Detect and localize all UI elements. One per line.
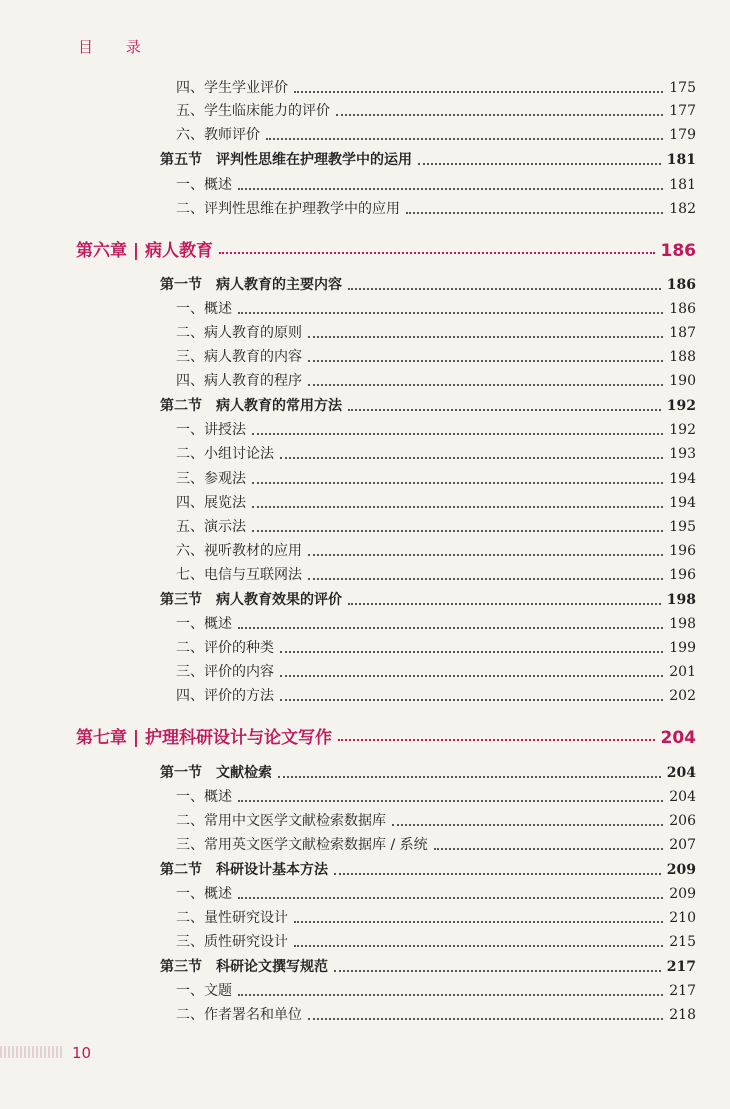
toc-entry-page: 190: [669, 373, 696, 389]
dot-leader: [308, 336, 663, 338]
toc-item-row[interactable]: [176, 368, 696, 390]
toc-entry-title: 三、评价的内容: [176, 664, 274, 680]
toc-item-row[interactable]: [176, 538, 696, 560]
toc-section-row[interactable]: [160, 760, 696, 782]
toc-entry-title: 一、概述: [176, 886, 232, 902]
toc-item-row[interactable]: [176, 659, 696, 681]
dot-leader: [238, 312, 663, 314]
toc-entry-page: 196: [669, 543, 696, 559]
toc-entry-page: 201: [669, 664, 696, 680]
dot-leader: [348, 288, 661, 290]
toc-item-row[interactable]: [176, 320, 696, 342]
toc-entry-page: 193: [669, 446, 696, 462]
page-number: 10: [72, 1044, 92, 1062]
toc-entry-title: 三、参观法: [176, 471, 246, 487]
toc-entry-page: 209: [669, 886, 696, 902]
dot-leader: [308, 578, 663, 580]
dot-leader: [238, 994, 663, 996]
toc-entry-page: 175: [669, 80, 696, 96]
toc-item-row[interactable]: [176, 929, 696, 951]
dot-leader: [434, 848, 664, 850]
toc-entry-page: 181: [669, 177, 696, 193]
toc-section-row[interactable]: [160, 954, 696, 976]
toc-entry-page: 186: [666, 277, 696, 293]
toc-item-row[interactable]: [176, 808, 696, 830]
toc-entry-title: 第六章 | 病人教育: [76, 241, 214, 261]
toc-entry-page: 204: [666, 765, 696, 781]
toc-item-row[interactable]: [176, 417, 696, 439]
dot-leader: [238, 627, 663, 629]
toc-entry-title: 二、评判性思维在护理教学中的应用: [176, 201, 400, 217]
toc-entry-title: 二、病人教育的原则: [176, 325, 302, 341]
toc-entry-page: 210: [669, 910, 696, 926]
toc-entry-page: 186: [669, 301, 696, 317]
toc-item-row[interactable]: [176, 832, 696, 854]
toc-entry-title: 一、概述: [176, 177, 232, 193]
toc-item-row[interactable]: [176, 441, 696, 463]
dot-leader: [238, 800, 663, 802]
toc-entry-page: 177: [669, 103, 696, 119]
toc-entry-page: 179: [669, 127, 696, 143]
toc-entry-title: 二、小组讨论法: [176, 446, 274, 462]
toc-entry-title: 五、学生临床能力的评价: [176, 103, 330, 119]
toc-entry-title: 七、电信与互联网法: [176, 567, 302, 583]
toc-entry-title: 三、常用英文医学文献检索数据库 / 系统: [176, 837, 428, 853]
dot-leader: [294, 91, 663, 93]
dot-leader: [252, 482, 663, 484]
dot-leader: [294, 921, 663, 923]
toc-entry-title: 第五节 评判性思维在护理教学中的运用: [160, 152, 412, 168]
toc-chapter-row[interactable]: [76, 234, 696, 260]
toc-entry-title: 第三节 病人教育效果的评价: [160, 592, 342, 608]
toc-entry-page: 206: [669, 813, 696, 829]
toc-entry-page: 218: [669, 1007, 696, 1023]
toc-entry-title: 六、视听教材的应用: [176, 543, 302, 559]
toc-entry-page: 209: [666, 862, 696, 878]
toc-item-row[interactable]: [176, 196, 696, 218]
toc-entry-title: 三、病人教育的内容: [176, 349, 302, 365]
dot-leader: [308, 554, 663, 556]
dot-leader: [294, 945, 663, 947]
toc-entry-title: 一、概述: [176, 616, 232, 632]
toc-item-row[interactable]: [176, 611, 696, 633]
toc-entry-page: 186: [660, 241, 696, 261]
dot-leader: [238, 897, 663, 899]
toc-item-row[interactable]: [176, 490, 696, 512]
toc-item-row[interactable]: [176, 296, 696, 318]
toc-section-row[interactable]: [160, 272, 696, 294]
dot-leader: [280, 651, 663, 653]
toc-header: 目 录: [78, 38, 155, 56]
toc-entry-title: 第七章 | 护理科研设计与论文写作: [76, 728, 333, 748]
toc-item-row[interactable]: [176, 75, 696, 97]
dot-leader: [308, 1018, 663, 1020]
dot-leader: [252, 433, 663, 435]
toc-entry-page: 192: [669, 422, 696, 438]
toc-item-row[interactable]: [176, 978, 696, 1000]
toc-entry-title: 一、概述: [176, 789, 232, 805]
toc-entry-title: 第二节 病人教育的常用方法: [160, 398, 342, 414]
toc-entry-title: 第一节 病人教育的主要内容: [160, 277, 342, 293]
toc-section-row[interactable]: [160, 147, 696, 169]
toc-entry-page: 196: [669, 567, 696, 583]
toc-item-row[interactable]: [176, 881, 696, 903]
toc-item-row[interactable]: [176, 98, 696, 120]
toc-item-row[interactable]: [176, 683, 696, 705]
toc-entry-page: 217: [669, 983, 696, 999]
toc-entry-page: 195: [669, 519, 696, 535]
toc-entry-title: 四、评价的方法: [176, 688, 274, 704]
toc-entry-title: 一、文题: [176, 983, 232, 999]
toc-entry-title: 五、演示法: [176, 519, 246, 535]
toc-entry-page: 194: [669, 471, 696, 487]
dot-leader: [334, 970, 661, 972]
dot-leader: [280, 699, 663, 701]
dot-leader: [280, 675, 663, 677]
toc-entry-page: 192: [666, 398, 696, 414]
toc-entry-title: 第二节 科研设计基本方法: [160, 862, 328, 878]
toc-entry-title: 第一节 文献检索: [160, 765, 272, 781]
dot-leader: [278, 776, 661, 778]
dot-leader: [348, 603, 661, 605]
toc-item-row[interactable]: [176, 635, 696, 657]
toc-item-row[interactable]: [176, 562, 696, 584]
toc-entry-page: 182: [669, 201, 696, 217]
toc-entry-page: 204: [669, 789, 696, 805]
dot-leader: [334, 873, 661, 875]
toc-entry-page: 215: [669, 934, 696, 950]
toc-item-row[interactable]: [176, 122, 696, 144]
dot-leader: [252, 530, 663, 532]
dot-leader: [406, 212, 663, 214]
dot-leader: [338, 739, 654, 741]
toc-entry-title: 一、讲授法: [176, 422, 246, 438]
toc-entry-page: 181: [666, 152, 696, 168]
toc-entry-title: 二、评价的种类: [176, 640, 274, 656]
toc-entry-title: 四、展览法: [176, 495, 246, 511]
toc-entry-title: 一、概述: [176, 301, 232, 317]
toc-entry-page: 194: [669, 495, 696, 511]
toc-entry-page: 204: [660, 728, 696, 748]
toc-entry-title: 四、病人教育的程序: [176, 373, 302, 389]
dot-leader: [336, 114, 663, 116]
toc-entry-page: 199: [669, 640, 696, 656]
dot-leader: [348, 409, 661, 411]
toc-item-row[interactable]: [176, 344, 696, 366]
toc-entry-title: 第三节 科研论文撰写规范: [160, 959, 328, 975]
toc-entry-page: 187: [669, 325, 696, 341]
toc-entry-page: 217: [666, 959, 696, 975]
dot-leader: [252, 506, 663, 508]
toc-item-row[interactable]: [176, 172, 696, 194]
toc-entry-page: 202: [669, 688, 696, 704]
toc-entry-title: 二、量性研究设计: [176, 910, 288, 926]
dot-leader: [308, 384, 663, 386]
dot-leader: [418, 163, 661, 165]
toc-entry-title: 三、质性研究设计: [176, 934, 288, 950]
toc-entry-page: 198: [666, 592, 696, 608]
toc-section-row[interactable]: [160, 857, 696, 879]
dot-leader: [392, 824, 663, 826]
toc-item-row[interactable]: [176, 784, 696, 806]
toc-item-row[interactable]: [176, 1002, 696, 1024]
toc-item-row[interactable]: [176, 466, 696, 488]
toc-entry-page: 207: [669, 837, 696, 853]
dot-leader: [280, 457, 663, 459]
toc-chapter-row[interactable]: [76, 721, 696, 747]
toc-entry-page: 198: [669, 616, 696, 632]
toc-section-row[interactable]: [160, 393, 696, 415]
dot-leader: [219, 252, 654, 254]
dot-leader: [308, 360, 663, 362]
dot-leader: [238, 188, 663, 190]
toc-entry-page: 188: [669, 349, 696, 365]
toc-entry-title: 二、作者署名和单位: [176, 1007, 302, 1023]
dot-leader: [266, 138, 663, 140]
toc-item-row[interactable]: [176, 905, 696, 927]
toc-entry-title: 二、常用中文医学文献检索数据库: [176, 813, 386, 829]
toc-section-row[interactable]: [160, 587, 696, 609]
toc-entry-title: 六、教师评价: [176, 127, 260, 143]
toc-entry-title: 四、学生学业评价: [176, 80, 288, 96]
toc-item-row[interactable]: [176, 514, 696, 536]
